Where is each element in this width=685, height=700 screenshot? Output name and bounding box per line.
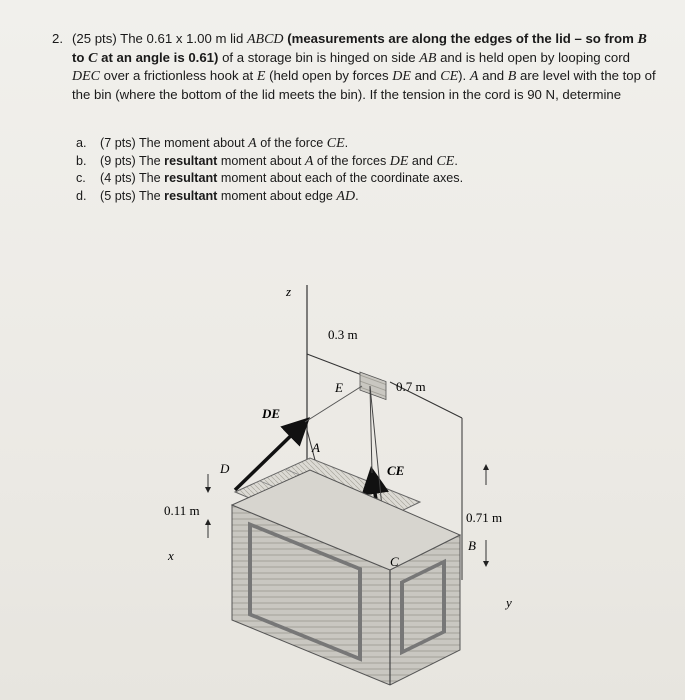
point-C-label: C xyxy=(390,554,399,569)
force-DE-label: DE xyxy=(262,406,281,421)
point-E-label: E xyxy=(335,380,343,395)
part-c: c. (4 pts) The resultant moment about each of the coordinate axes. xyxy=(76,171,464,186)
problem-points: (25 pts) xyxy=(72,31,117,46)
x-label: x xyxy=(168,548,174,563)
dim-03-label: 0.3 m xyxy=(328,327,358,342)
y-label: y xyxy=(506,595,512,610)
force-CE-label: CE xyxy=(387,463,405,478)
z-label: z xyxy=(286,284,292,299)
problem-statement: 2. (25 pts) The 0.61 x 1.00 m lid ABCD (measurements are along the edges of the lid – so from B to C at an angle is 0.61) of a storage bin is hinged on side AB and is held open by looping cord DEC over a frictionless hook at E (held open by forces DE and CE). A and B are level with the top of the bin (where the bottom of the lid meets the bin). If the tension in the cord is 90 N, determine xyxy=(52,31,656,102)
point-D-label: D xyxy=(220,461,230,476)
sub-questions xyxy=(76,135,463,205)
point-B-label: B xyxy=(468,538,476,553)
point-A-label: A xyxy=(312,440,320,455)
part-b: b. (9 pts) The resultant moment about A of the forces DE and CE. xyxy=(76,153,458,169)
problem-number: 2. xyxy=(52,31,63,46)
dim-071-label: 0.71 m xyxy=(466,510,503,525)
hook-block xyxy=(360,372,386,399)
storage-bin-figure xyxy=(140,270,540,690)
part-d: d. (5 pts) The resultant moment about edge AD. xyxy=(76,188,359,204)
dim-07-label: 0.7 m xyxy=(396,379,426,394)
part-a: a. (7 pts) The moment about A of the force CE. xyxy=(76,136,349,151)
dim-011-label: 0.11 m xyxy=(164,503,200,518)
